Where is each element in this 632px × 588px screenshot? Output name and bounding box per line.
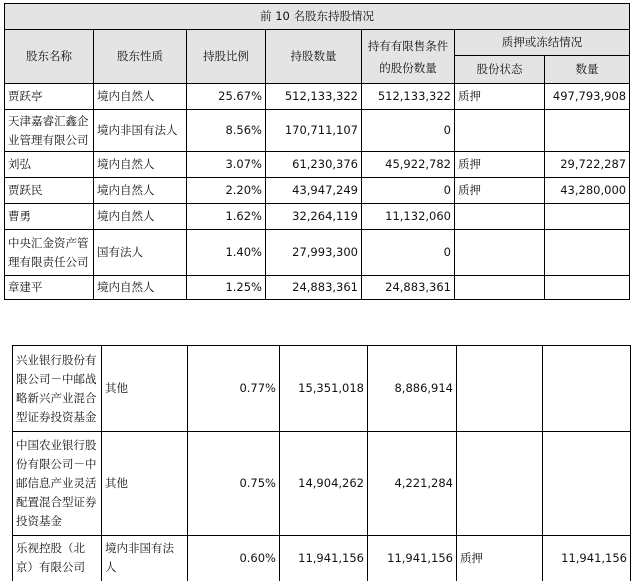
cell-name: 乐视控股（北京）有限公司 xyxy=(13,536,102,581)
cell-pledged xyxy=(543,432,631,536)
cell-name: 贾跃民 xyxy=(5,178,94,204)
table-row xyxy=(13,536,631,581)
cell-ratio: 1.40% xyxy=(187,230,266,276)
shareholders-continued-table xyxy=(12,345,631,581)
top10-shareholders-table xyxy=(4,3,630,300)
header-name: 股东名称 xyxy=(5,30,94,84)
header-quantity: 持股数量 xyxy=(266,30,362,84)
cell-quantity: 61,230,376 xyxy=(266,152,362,178)
table-title: 前 10 名股东持股情况 xyxy=(5,4,630,30)
cell-pledged: 43,280,000 xyxy=(545,178,630,204)
header-pledge-group: 质押或冻结情况 xyxy=(455,30,630,56)
cell-name: 中央汇金资产管理有限责任公司 xyxy=(5,230,94,276)
cell-nature: 境内自然人 xyxy=(94,276,187,300)
cell-pledged: 497,793,908 xyxy=(545,84,630,110)
table-row xyxy=(5,204,630,230)
cell-pledged xyxy=(543,346,631,432)
cell-ratio: 8.56% xyxy=(187,110,266,152)
cell-pledged: 29,722,287 xyxy=(545,152,630,178)
cell-pledged xyxy=(545,276,630,300)
cell-pledged xyxy=(545,230,630,276)
cell-ratio: 0.60% xyxy=(188,536,280,581)
table-row xyxy=(5,152,630,178)
cell-nature: 境内非国有法人 xyxy=(102,536,188,581)
table-row xyxy=(13,346,631,432)
cell-pledged: 11,941,156 xyxy=(543,536,631,581)
cell-pledged xyxy=(545,204,630,230)
cell-quantity: 27,993,300 xyxy=(266,230,362,276)
cell-ratio: 25.67% xyxy=(187,84,266,110)
cell-restricted: 11,132,060 xyxy=(362,204,455,230)
cell-quantity: 512,133,322 xyxy=(266,84,362,110)
table-row xyxy=(5,276,630,300)
cell-restricted: 8,886,914 xyxy=(368,346,457,432)
cell-status xyxy=(455,204,545,230)
cell-ratio: 1.62% xyxy=(187,204,266,230)
cell-nature: 其他 xyxy=(102,346,188,432)
cell-quantity: 11,941,156 xyxy=(280,536,368,581)
cell-ratio: 3.07% xyxy=(187,152,266,178)
cell-name: 曹勇 xyxy=(5,204,94,230)
table-row xyxy=(5,230,630,276)
cell-nature: 其他 xyxy=(102,432,188,536)
table-row xyxy=(5,178,630,204)
cell-status: 质押 xyxy=(457,536,543,581)
cell-status xyxy=(455,276,545,300)
cell-status xyxy=(457,432,543,536)
cell-restricted: 0 xyxy=(362,178,455,204)
cell-nature: 境内自然人 xyxy=(94,204,187,230)
cell-nature: 境内非国有法人 xyxy=(94,110,187,152)
cell-restricted: 45,922,782 xyxy=(362,152,455,178)
cell-status xyxy=(455,230,545,276)
cell-restricted: 4,221,284 xyxy=(368,432,457,536)
cell-quantity: 24,883,361 xyxy=(266,276,362,300)
cell-ratio: 1.25% xyxy=(187,276,266,300)
cell-ratio: 0.77% xyxy=(188,346,280,432)
header-ratio: 持股比例 xyxy=(187,30,266,84)
cell-status xyxy=(455,110,545,152)
cell-status: 质押 xyxy=(455,152,545,178)
cell-name: 章建平 xyxy=(5,276,94,300)
cell-ratio: 2.20% xyxy=(187,178,266,204)
cell-ratio: 0.75% xyxy=(188,432,280,536)
header-pledge-status: 股份状态 xyxy=(455,56,545,84)
header-restricted: 持有有限售条件的股份数量 xyxy=(362,30,455,84)
cell-restricted: 0 xyxy=(362,230,455,276)
cell-restricted: 0 xyxy=(362,110,455,152)
cell-quantity: 43,947,249 xyxy=(266,178,362,204)
cell-status: 质押 xyxy=(455,178,545,204)
cell-quantity: 32,264,119 xyxy=(266,204,362,230)
cell-name: 天津嘉睿汇鑫企业管理有限公司 xyxy=(5,110,94,152)
cell-nature: 境内自然人 xyxy=(94,84,187,110)
cell-status xyxy=(457,346,543,432)
table-row xyxy=(5,110,630,152)
table-row xyxy=(5,84,630,110)
header-nature: 股东性质 xyxy=(94,30,187,84)
cell-restricted: 11,941,156 xyxy=(368,536,457,581)
cell-restricted: 24,883,361 xyxy=(362,276,455,300)
cell-restricted: 512,133,322 xyxy=(362,84,455,110)
cell-pledged xyxy=(545,110,630,152)
cell-quantity: 15,351,018 xyxy=(280,346,368,432)
cell-quantity: 170,711,107 xyxy=(266,110,362,152)
cell-status: 质押 xyxy=(455,84,545,110)
cell-name: 贾跃亭 xyxy=(5,84,94,110)
cell-quantity: 14,904,262 xyxy=(280,432,368,536)
cell-nature: 境内自然人 xyxy=(94,152,187,178)
cell-name: 刘弘 xyxy=(5,152,94,178)
cell-nature: 国有法人 xyxy=(94,230,187,276)
cell-nature: 境内自然人 xyxy=(94,178,187,204)
cell-name: 中国农业银行股份有限公司－中邮信息产业灵活配置混合型证券投资基金 xyxy=(13,432,102,536)
cell-name: 兴业银行股份有限公司－中邮战略新兴产业混合型证券投资基金 xyxy=(13,346,102,432)
header-pledge-quantity: 数量 xyxy=(545,56,630,84)
table-row xyxy=(13,432,631,536)
